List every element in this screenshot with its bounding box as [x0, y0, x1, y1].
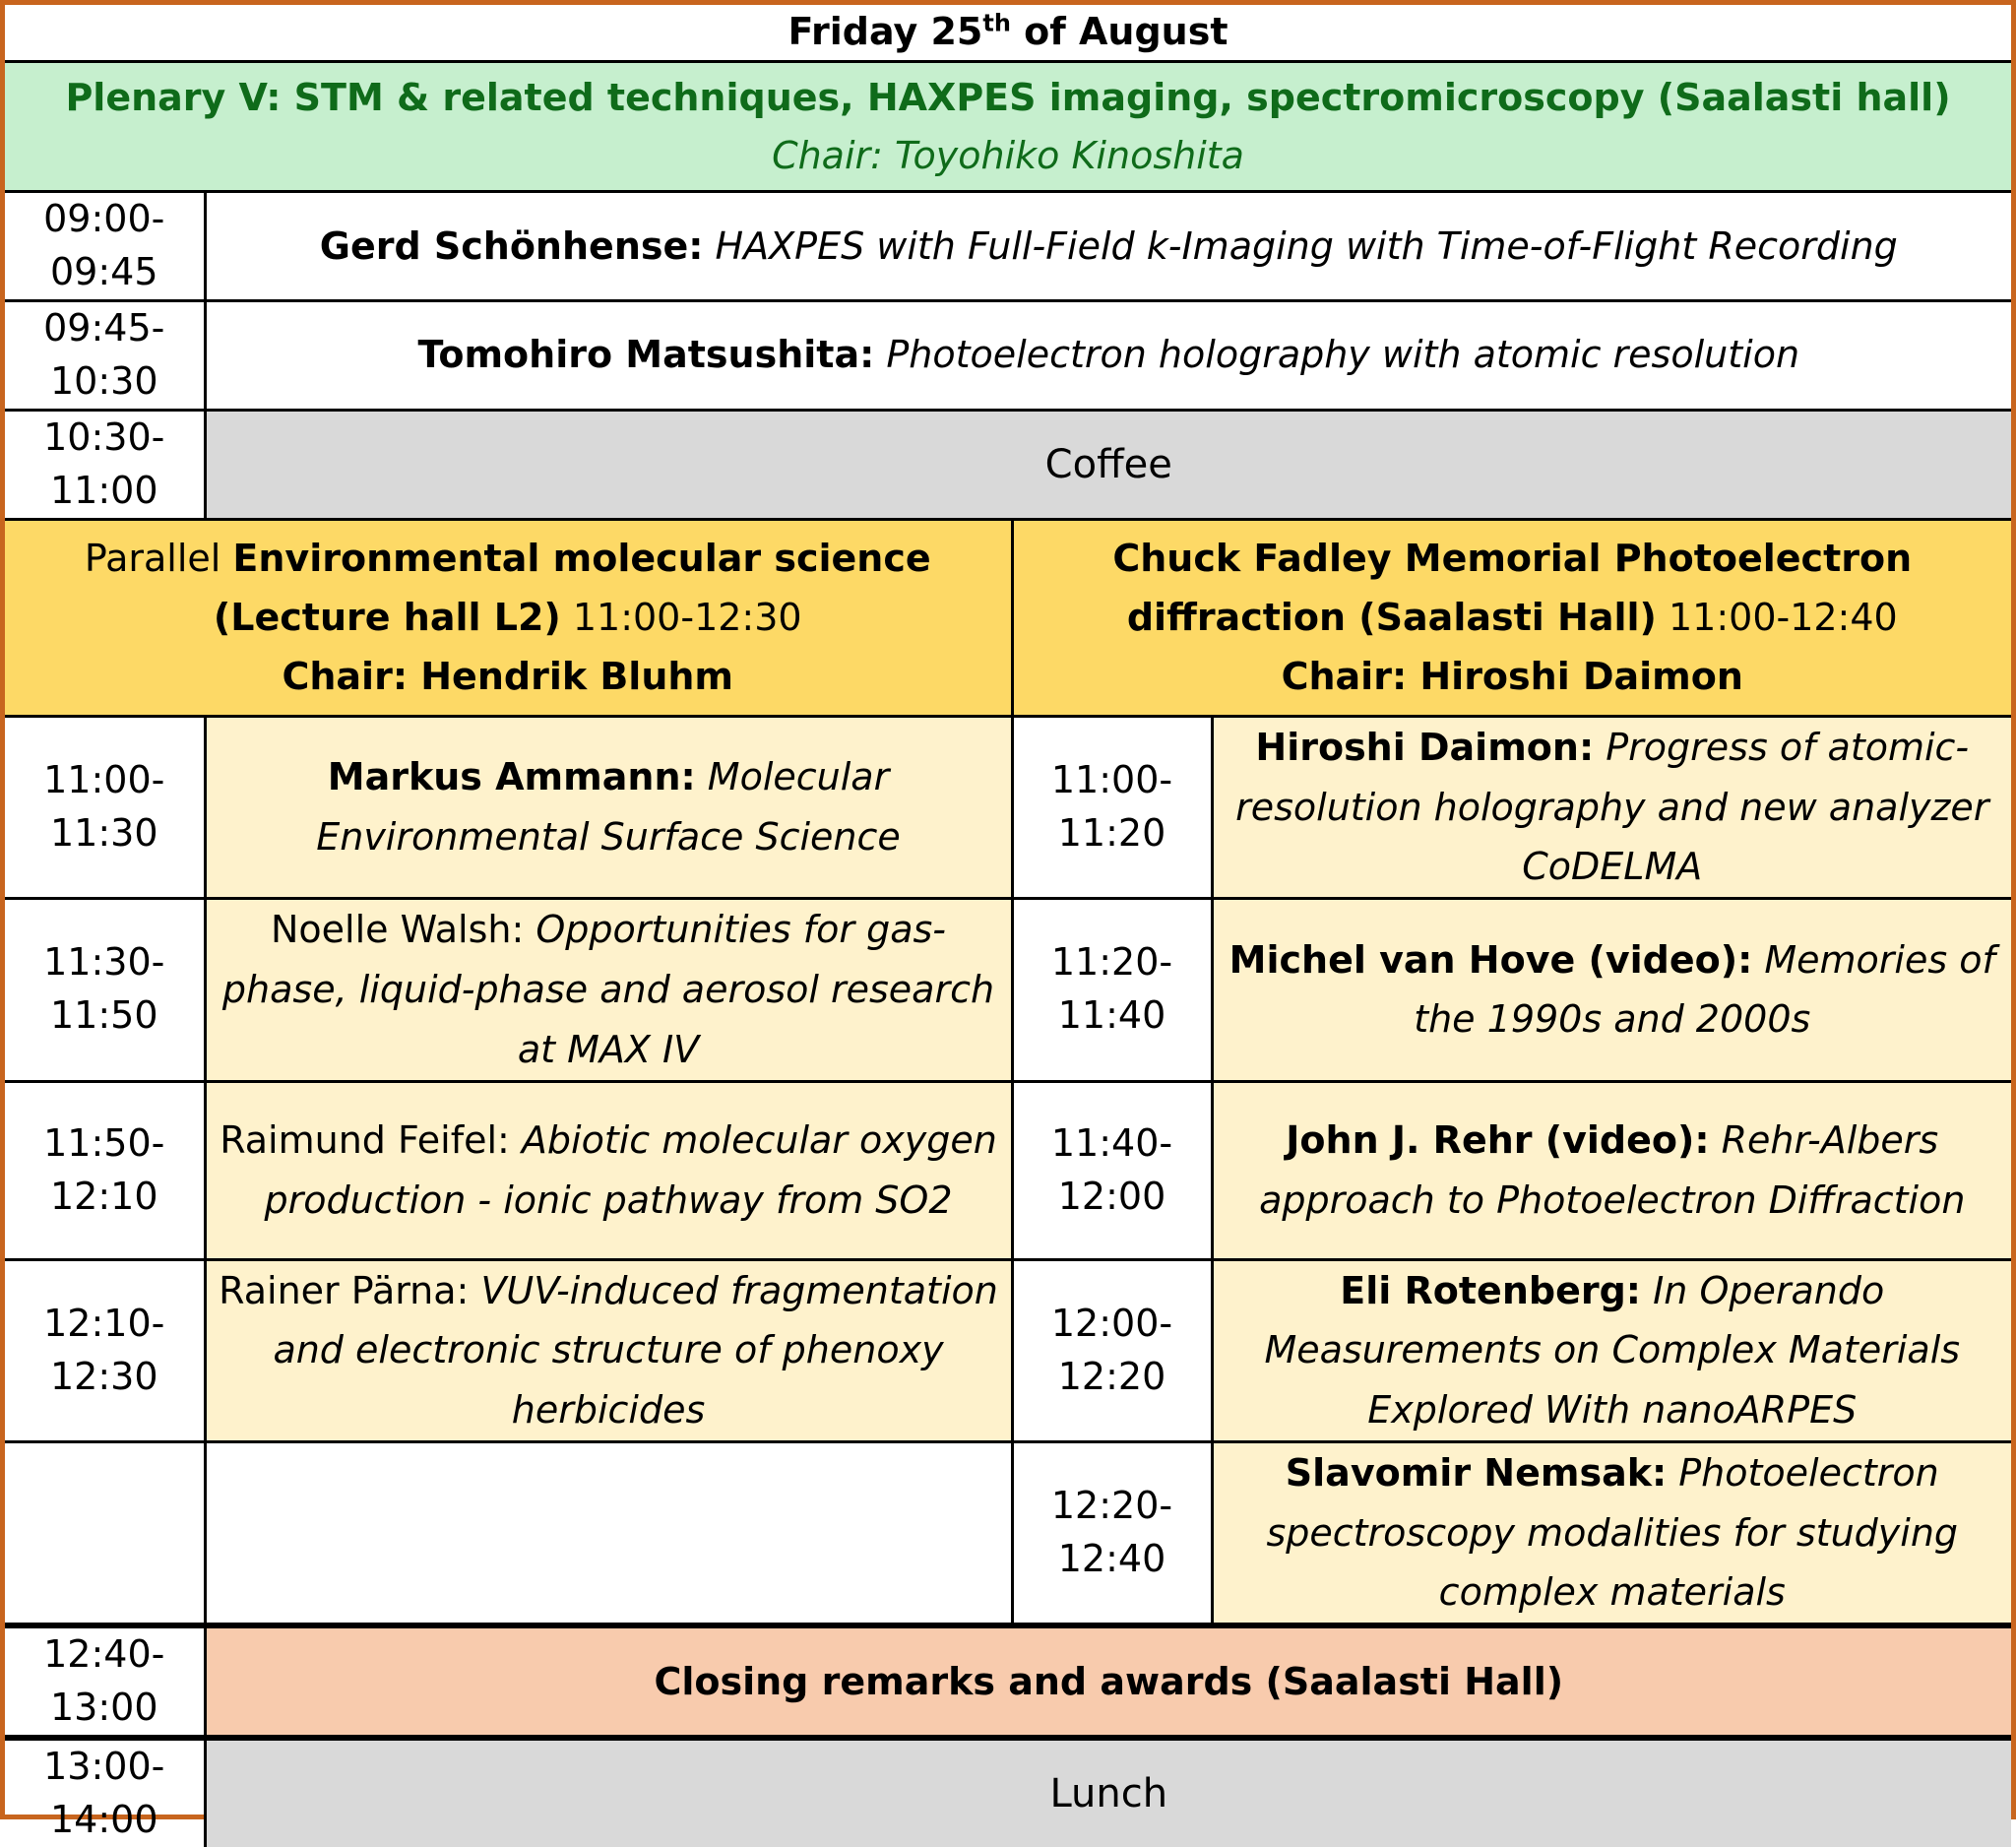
time-cell: 11:00- 11:20 — [1012, 716, 1212, 898]
plenary-row — [5, 62, 2011, 192]
talk-cell: Slavomir Nemsak: Photoelectron spectroscopy modalities for studying complex materials — [1212, 1441, 2011, 1625]
empty-cell — [205, 1441, 1012, 1625]
talk-cell: Michel van Hove (video): Memories of the 1990s and 2000s — [1212, 899, 2011, 1081]
closing-row — [5, 1625, 2011, 1738]
day-header: Friday 25th of August — [5, 5, 2011, 62]
table-row — [5, 1259, 2011, 1441]
day-header-row — [5, 5, 2011, 62]
talk-cell: Rainer Pärna: VUV-induced fragmentation and electronic structure of phenoxy herbicides — [205, 1259, 1012, 1441]
table-row — [5, 716, 2011, 898]
schedule-table — [5, 5, 2011, 1847]
time-cell: 11:50- 12:10 — [5, 1081, 205, 1259]
time-cell: 13:00- 14:00 — [5, 1738, 205, 1847]
table-row — [5, 192, 2011, 301]
talk-cell: Markus Ammann: Molecular Environmental Surface Science — [205, 716, 1012, 898]
closing-remarks: Closing remarks and awards (Saalasti Hall) — [205, 1625, 2011, 1738]
empty-cell — [5, 1441, 205, 1625]
talk-cell: John J. Rehr (video): Rehr-Albers approach to Photoelectron Diffraction — [1212, 1081, 2011, 1259]
time-cell: 09:00- 09:45 — [5, 192, 205, 301]
table-row — [5, 1441, 2011, 1625]
talk-cell: Tomohiro Matsushita: Photoelectron holography with atomic resolution — [205, 300, 2011, 410]
time-cell: 11:00- 11:30 — [5, 716, 205, 898]
table-row — [5, 300, 2011, 410]
table-row — [5, 899, 2011, 1081]
parallel-session-right: Chuck Fadley Memorial Photoelectron diffraction (Saalasti Hall) 11:00-12:40 Chair: Hiroshi Daimon — [1012, 519, 2011, 716]
coffee-break: Coffee — [205, 410, 2011, 519]
talk-cell: Gerd Schönhense: HAXPES with Full-Field k-Imaging with Time-of-Flight Recording — [205, 192, 2011, 301]
time-cell: 11:40- 12:00 — [1012, 1081, 1212, 1259]
talk-cell: Raimund Feifel: Abiotic molecular oxygen production - ionic pathway from SO2 — [205, 1081, 1012, 1259]
plenary-header — [5, 62, 2011, 192]
parallel-session-left: Parallel Environmental molecular science (Lecture hall L2) 11:00-12:30 Chair: Hendrik Bluhm — [5, 519, 1012, 716]
coffee-row — [5, 410, 2011, 519]
lunch-row — [5, 1738, 2011, 1847]
time-cell: 11:30- 11:50 — [5, 899, 205, 1081]
lunch-break: Lunch — [205, 1738, 2011, 1847]
time-cell: 12:10- 12:30 — [5, 1259, 205, 1441]
plenary-title: Plenary V: STM & related techniques, HAXPES imaging, spectromicroscopy (Saalasti hall) — [65, 75, 1951, 119]
plenary-chair: Chair: Toyohiko Kinoshita — [772, 133, 1244, 177]
time-cell: 12:20- 12:40 — [1012, 1441, 1212, 1625]
talk-cell: Eli Rotenberg: In Operando Measurements on Complex Materials Explored With nanoARPES — [1212, 1259, 2011, 1441]
talk-cell: Noelle Walsh: Opportunities for gas-phase, liquid-phase and aerosol research at MAX IV — [205, 899, 1012, 1081]
parallel-sessions-row — [5, 519, 2011, 716]
time-cell: 11:20- 11:40 — [1012, 899, 1212, 1081]
talk-cell: Hiroshi Daimon: Progress of atomic-resolution holography and new analyzer CoDELMA — [1212, 716, 2011, 898]
time-cell: 09:45- 10:30 — [5, 300, 205, 410]
table-row — [5, 1081, 2011, 1259]
time-cell: 10:30- 11:00 — [5, 410, 205, 519]
time-cell: 12:00- 12:20 — [1012, 1259, 1212, 1441]
time-cell: 12:40- 13:00 — [5, 1625, 205, 1738]
